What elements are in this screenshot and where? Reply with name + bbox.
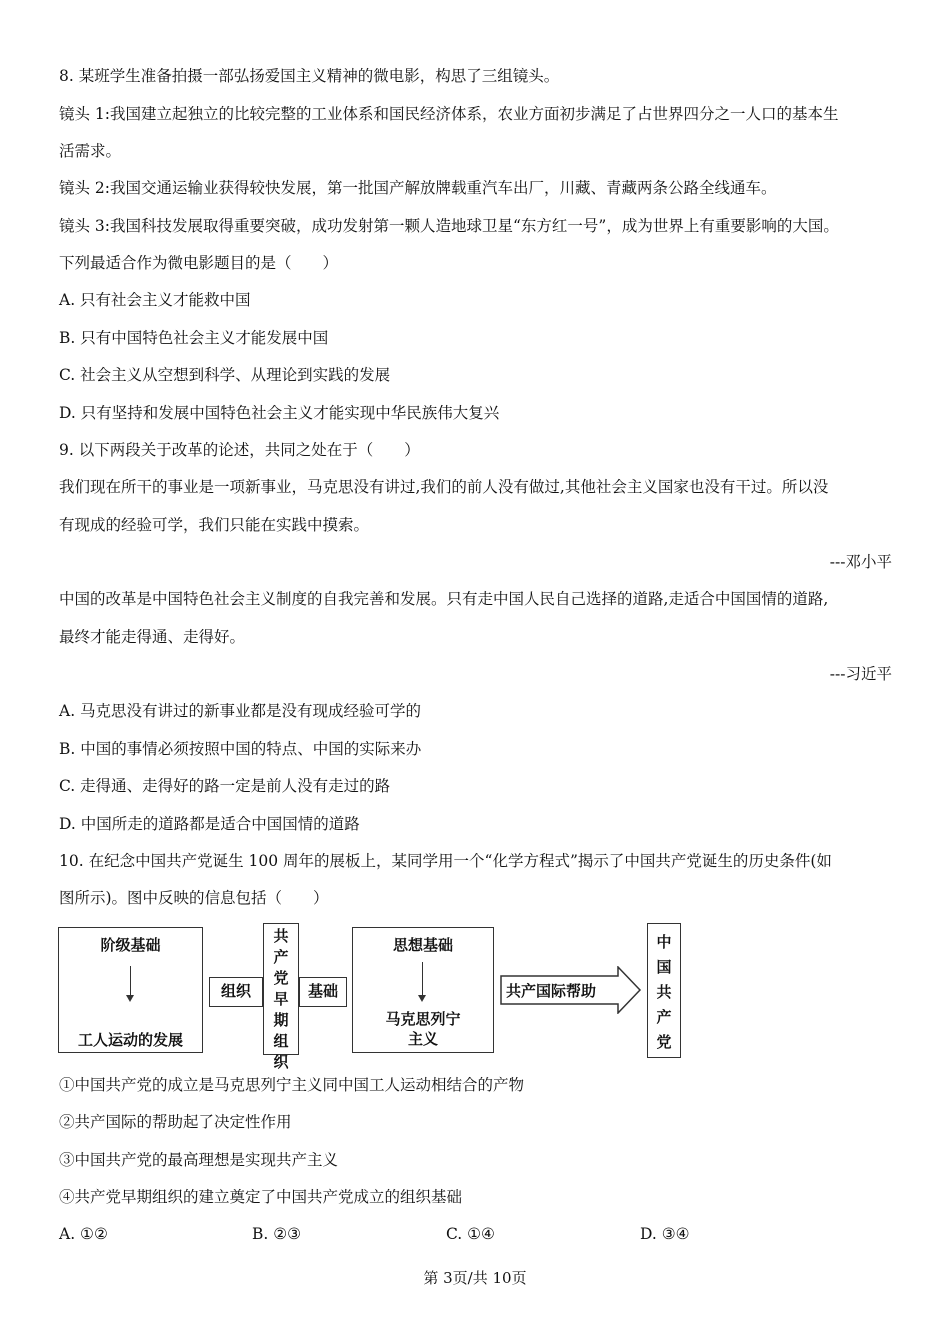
q10-choice-a[interactable]: A. ①② bbox=[59, 1225, 108, 1243]
thought-basis-title: 思想基础 bbox=[392, 936, 453, 954]
page-footer: 第 3页/共 10页 bbox=[423, 1269, 527, 1287]
class-arrow-line bbox=[130, 966, 131, 996]
thought-arrow-line bbox=[422, 962, 423, 996]
q10-stem: 10. 在纪念中国共产党诞生 100 周年的展板上，某同学用一个“化学方程式”揭示了中国共产党诞生的历史条件(如 bbox=[59, 852, 832, 870]
q10-statement-4: ④共产党早期组织的建立奠定了中国共产党成立的组织基础 bbox=[59, 1188, 463, 1206]
thought-arrow-head-icon bbox=[418, 995, 426, 1002]
thought-basis-bottom-2: 主义 bbox=[407, 1030, 438, 1048]
q8-stem: 8. 某班学生准备拍摄一部弘扬爱国主义精神的微电影，构思了三组镜头。 bbox=[59, 67, 560, 85]
q10-choice-b[interactable]: B. ②③ bbox=[252, 1225, 302, 1243]
class-arrow-head-icon bbox=[126, 995, 134, 1002]
q9-option-a[interactable]: A. 马克思没有讲过的新事业都是没有现成经验可学的 bbox=[59, 702, 422, 720]
ccp-result-text: 中国共产党 bbox=[656, 933, 672, 1051]
q8-option-d[interactable]: D. 只有坚持和发展中国特色社会主义才能实现中华民族伟大复兴 bbox=[59, 404, 500, 422]
class-basis-box bbox=[58, 927, 203, 1053]
comintern-label: 共产国际帮助 bbox=[506, 982, 597, 1000]
q9-quote2: 中国的改革是中国特色社会主义制度的自我完善和发展。只有走中国人民自己选择的道路,走适合中国国情的道路, bbox=[59, 590, 829, 608]
basis-label: 基础 bbox=[299, 977, 347, 1007]
q10-statement-3: ③中国共产党的最高理想是实现共产主义 bbox=[59, 1151, 339, 1169]
q10-statement-1: ①中国共产党的成立是马克思列宁主义同中国工人运动相结合的产物 bbox=[59, 1076, 525, 1094]
q9-author1: ---邓小平 bbox=[829, 553, 892, 571]
class-basis-title: 阶级基础 bbox=[100, 936, 161, 954]
class-basis-bottom: 工人运动的发展 bbox=[77, 1031, 183, 1049]
q9-quote1: 我们现在所干的事业是一项新事业，马克思没有讲过,我们的前人没有做过,其他社会主义国家也没有干过。所以没 bbox=[59, 478, 829, 496]
q9-option-b[interactable]: B. 中国的事情必须按照中国的特点、中国的实际来办 bbox=[59, 740, 422, 758]
organization-label: 组织 bbox=[209, 977, 263, 1007]
q8-option-c[interactable]: C. 社会主义从空想到科学、从理论到实践的发展 bbox=[59, 366, 391, 384]
early-org-text: 共产党早期组织 bbox=[273, 927, 289, 1071]
q8-question: 下列最适合作为微电影题目的是（ ） bbox=[59, 254, 339, 272]
early-org-box bbox=[263, 923, 299, 1071]
q10-statement-2: ②共产国际的帮助起了决定性作用 bbox=[59, 1113, 292, 1131]
q10-stem-cont: 图所示)。图中反映的信息包括（ ） bbox=[59, 889, 329, 907]
q8-lens3: 镜头 3:我国科技发展取得重要突破，成功发射第一颗人造地球卫星“东方红一号”，成为世界上有重要影响的大国。 bbox=[59, 217, 839, 235]
q10-choice-c[interactable]: C. ①④ bbox=[446, 1225, 495, 1243]
q8-lens1: 镜头 1:我国建立起独立的比较完整的工业体系和国民经济体系，农业方面初步满足了占世界四分之一人口的基本生 bbox=[59, 105, 839, 123]
q8-option-b[interactable]: B. 只有中国特色社会主义才能发展中国 bbox=[59, 329, 329, 347]
q9-option-c[interactable]: C. 走得通、走得好的路一定是前人没有走过的路 bbox=[59, 777, 391, 795]
q9-stem: 9. 以下两段关于改革的论述，共同之处在于（ ） bbox=[59, 441, 420, 459]
q8-lens2: 镜头 2:我国交通运输业获得较快发展，第一批国产解放牌载重汽车出厂，川藏、青藏两条公路全线通车。 bbox=[59, 179, 777, 197]
ccp-result-box bbox=[647, 923, 681, 1058]
q9-quote1-cont: 有现成的经验可学，我们只能在实践中摸索。 bbox=[59, 516, 370, 534]
thought-basis-bottom-1: 马克思列宁 bbox=[385, 1010, 461, 1028]
q10-choice-d[interactable]: D. ③④ bbox=[640, 1225, 690, 1243]
q9-option-d[interactable]: D. 中国所走的道路都是适合中国国情的道路 bbox=[59, 815, 360, 833]
q8-option-a[interactable]: A. 只有社会主义才能救中国 bbox=[59, 291, 251, 309]
q8-lens1-cont: 活需求。 bbox=[59, 142, 122, 160]
q9-quote2-cont: 最终才能走得通、走得好。 bbox=[59, 628, 246, 646]
thought-basis-box bbox=[352, 927, 494, 1053]
q9-author2: ---习近平 bbox=[829, 665, 892, 683]
